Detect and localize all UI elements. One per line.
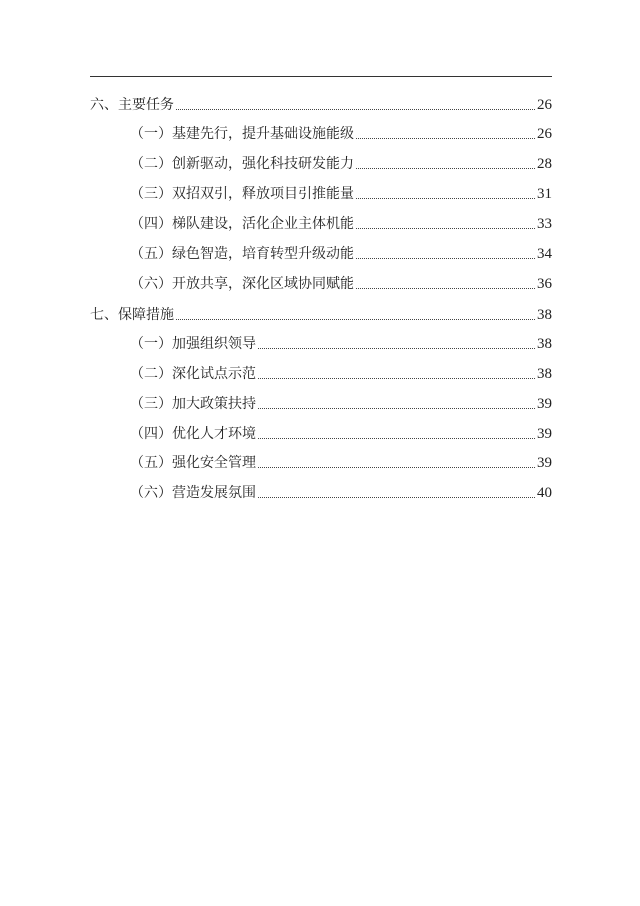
leader-dots (258, 348, 535, 349)
toc-entry-label: （三）加大政策扶持 (130, 396, 256, 412)
toc-entry-label: （一）加强组织领导 (130, 336, 256, 352)
toc-entry-page: 39 (537, 426, 552, 442)
header-rule (90, 76, 552, 77)
toc-entry-6-6[interactable] (130, 271, 552, 293)
toc-entry-page: 38 (537, 307, 552, 323)
toc-entry-page: 33 (537, 216, 552, 232)
toc-entry-label: 七、保障措施 (90, 307, 174, 323)
toc-entry-6-4[interactable] (130, 211, 552, 233)
toc-entry-page: 28 (537, 156, 552, 172)
toc-entry-7-1[interactable] (130, 331, 552, 353)
toc-entry-6-5[interactable] (130, 241, 552, 263)
toc-entry-7-6[interactable] (130, 480, 552, 502)
toc-entry-page: 39 (537, 455, 552, 471)
leader-dots (258, 467, 535, 468)
toc-entry-6-2[interactable] (130, 151, 552, 173)
toc-entry-page: 36 (537, 276, 552, 292)
leader-dots (356, 228, 535, 229)
leader-dots (356, 288, 535, 289)
toc-entry-label: （五）强化安全管理 (130, 455, 256, 471)
toc-entry-6-3[interactable] (130, 181, 552, 203)
toc-entry-page: 26 (537, 97, 552, 113)
leader-dots (258, 408, 535, 409)
leader-dots (356, 138, 535, 139)
toc-entry-page: 34 (537, 246, 552, 262)
toc-entry-page: 31 (537, 186, 552, 202)
toc-entry-section-7[interactable] (90, 302, 552, 324)
leader-dots (258, 497, 535, 498)
leader-dots (356, 168, 535, 169)
toc-entry-label: （六）开放共享，深化区域协同赋能 (130, 276, 354, 292)
toc-entry-label: 六、主要任务 (90, 97, 174, 113)
toc-entry-7-5[interactable] (130, 450, 552, 472)
toc-entry-7-3[interactable] (130, 391, 552, 413)
leader-dots (356, 258, 535, 259)
toc-entry-6-1[interactable] (130, 121, 552, 143)
toc-entry-label: （二）深化试点示范 (130, 366, 256, 382)
toc-entry-page: 40 (537, 485, 552, 501)
toc-entry-section-6[interactable] (90, 92, 552, 114)
toc-entry-label: （二）创新驱动，强化科技研发能力 (130, 156, 354, 172)
toc-entry-label: （四）梯队建设，活化企业主体机能 (130, 216, 354, 232)
toc-entry-label: （六）营造发展氛围 (130, 485, 256, 501)
leader-dots (258, 438, 535, 439)
toc-entry-label: （一）基建先行，提升基础设施能级 (130, 126, 354, 142)
leader-dots (356, 198, 535, 199)
toc-entry-label: （三）双招双引，释放项目引推能量 (130, 186, 354, 202)
leader-dots (176, 109, 535, 110)
toc-entry-page: 38 (537, 366, 552, 382)
toc-entry-7-4[interactable] (130, 421, 552, 443)
leader-dots (176, 319, 535, 320)
toc-entry-label: （五）绿色智造，培育转型升级动能 (130, 246, 354, 262)
toc-entry-page: 26 (537, 126, 552, 142)
toc-entry-page: 38 (537, 336, 552, 352)
toc-entry-page: 39 (537, 396, 552, 412)
toc-entry-7-2[interactable] (130, 361, 552, 383)
leader-dots (258, 378, 535, 379)
toc-entry-label: （四）优化人才环境 (130, 426, 256, 442)
